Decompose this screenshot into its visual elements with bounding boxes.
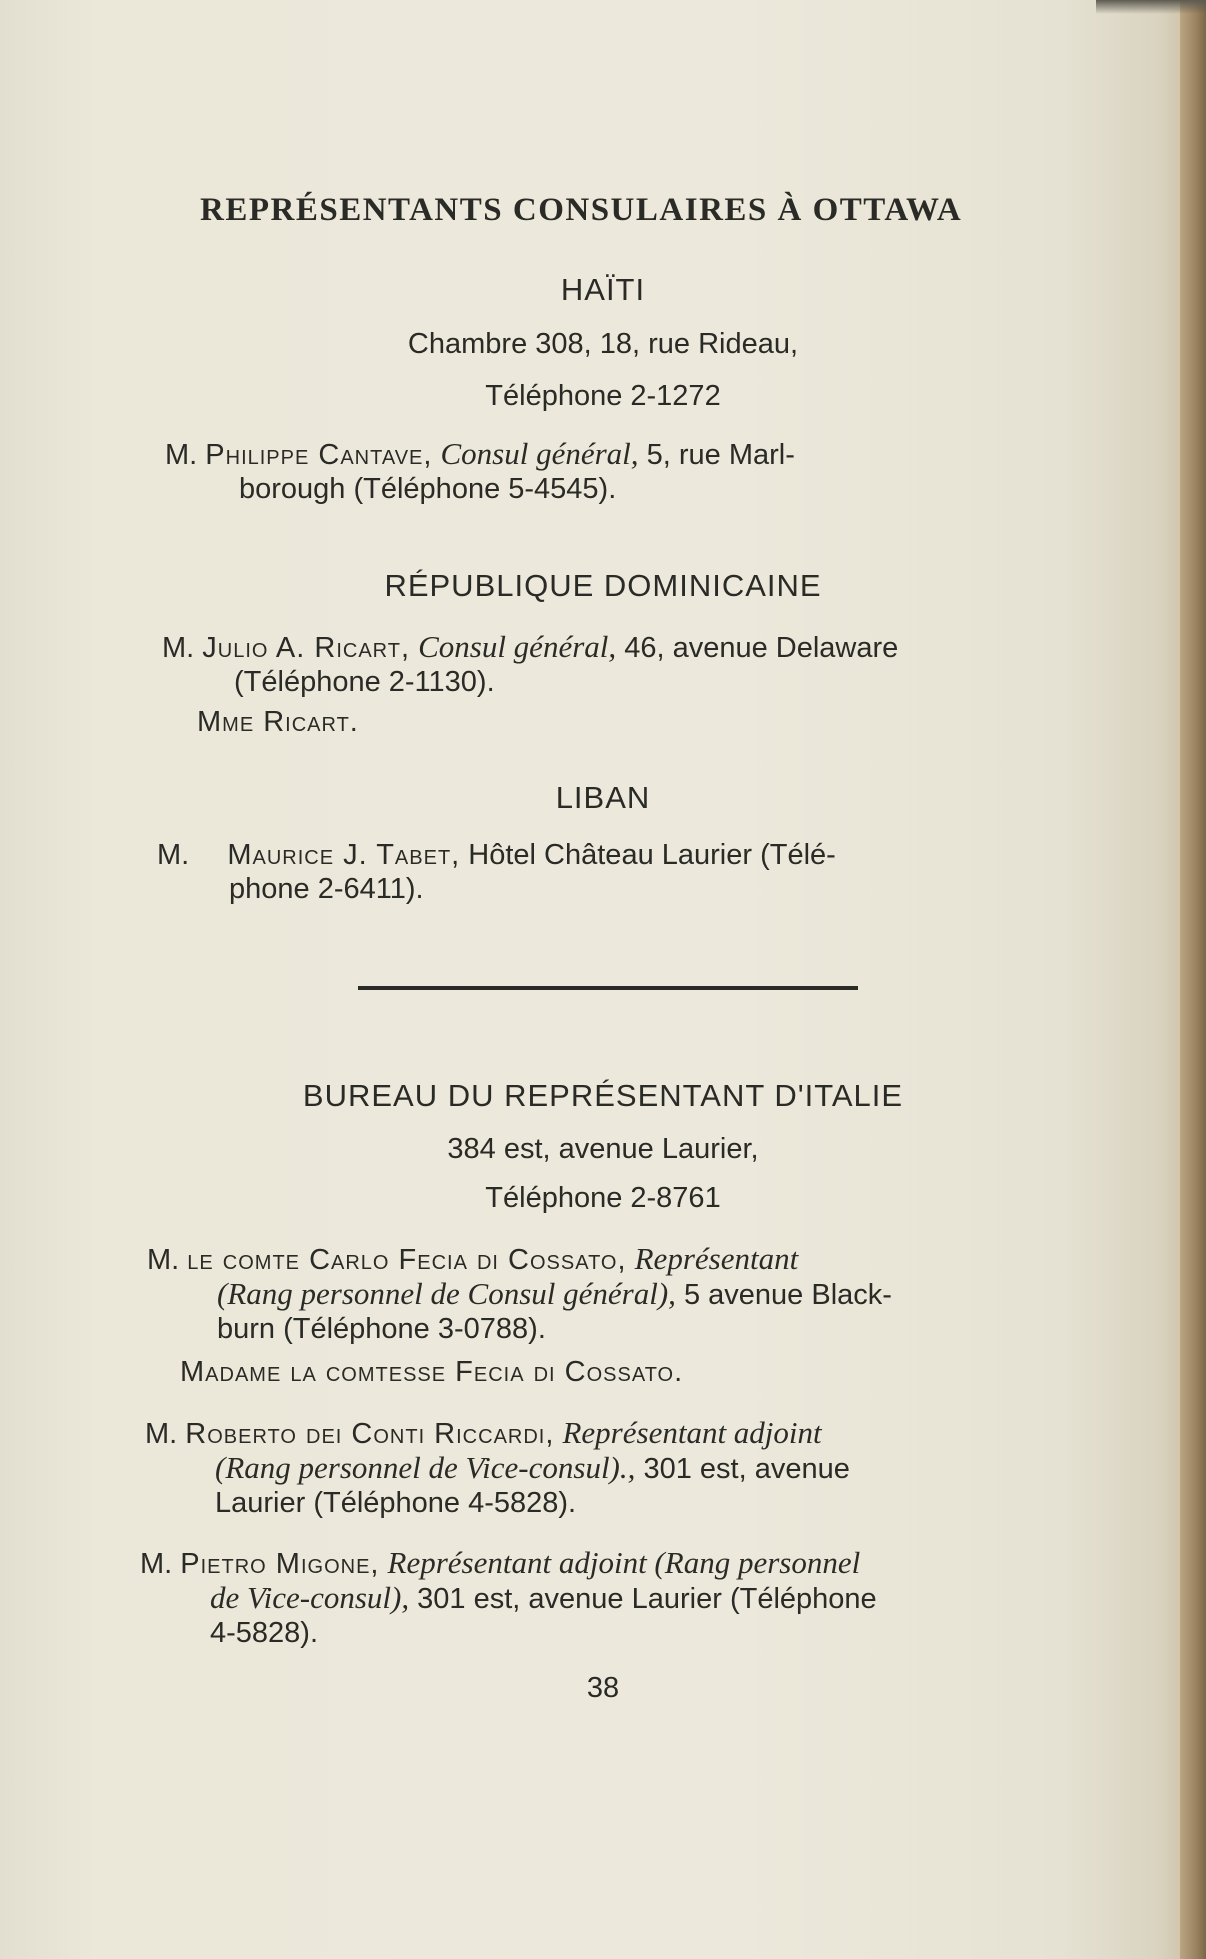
section-heading-liban: LIBAN: [555, 780, 651, 815]
entry-text: 301 est, avenue Laurier (Téléphone: [417, 1583, 877, 1615]
entry-name: Maurice J. Tabet,: [227, 839, 461, 871]
entry-text: 46, avenue Delaware: [624, 632, 899, 664]
italie-entry-3: [140, 1546, 1082, 1650]
entry-role: Représentant: [634, 1241, 799, 1276]
haiti-phone: Téléphone 2-1272: [485, 380, 721, 412]
section-heading-italie: BUREAU DU REPRÉSENTANT D'ITALIE: [302, 1078, 904, 1113]
entry-text: Hôtel Château Laurier (Télé-: [468, 839, 836, 871]
entry-prefix: M.: [165, 439, 198, 471]
dominicaine-spouse: Mme Ricart.: [197, 706, 359, 738]
page-title: REPRÉSENTANTS CONSULAIRES À OTTAWA: [200, 192, 963, 228]
entry-role-detail: de Vice-consul),: [210, 1580, 410, 1615]
italie-address: 384 est, avenue Laurier,: [447, 1133, 759, 1165]
entry-text: 5, rue Marl-: [646, 439, 795, 471]
entry-prefix: M.: [145, 1418, 178, 1450]
entry-role: Consul général,: [418, 629, 617, 664]
entry-line-3: 4-5828).: [210, 1617, 319, 1649]
entry-prefix: M.: [162, 632, 195, 664]
entry-line-2: [140, 1581, 1082, 1616]
italie-phone: Téléphone 2-8761: [485, 1182, 721, 1214]
entry-name: Roberto dei Conti Riccardi,: [185, 1418, 555, 1450]
entry-prefix: M.: [157, 839, 190, 871]
entry-line-2: borough (Téléphone 5-4545).: [239, 473, 617, 505]
entry-role: Représentant adjoint: [562, 1415, 822, 1450]
entry-name: Julio A. Ricart,: [202, 632, 411, 664]
entry-role: Consul général,: [440, 436, 639, 471]
section-heading-dominicaine: RÉPUBLIQUE DOMINICAINE: [384, 568, 822, 603]
page-number: 38: [586, 1672, 620, 1704]
entry-role: Représentant adjoint (Rang personnel: [387, 1545, 861, 1580]
entry-line-3: Laurier (Téléphone 4-5828).: [215, 1487, 577, 1519]
entry-name: Philippe Cantave,: [205, 439, 433, 471]
entry-line-3: burn (Téléphone 3-0788).: [217, 1313, 546, 1345]
haiti-entry: [165, 437, 1085, 506]
entry-prefix: M.: [147, 1244, 180, 1276]
haiti-address: Chambre 308, 18, rue Rideau,: [407, 328, 799, 360]
entry-role-detail: (Rang personnel de Consul général),: [217, 1276, 676, 1311]
entry-name: Pietro Migone,: [180, 1548, 380, 1580]
entry-line-2: phone 2-6411).: [229, 873, 424, 905]
entry-prefix: M.: [140, 1548, 173, 1580]
section-heading-haiti: HAÏTI: [560, 272, 646, 307]
liban-entry: [157, 838, 1082, 906]
entry-role-detail: (Rang personnel de Vice-consul).,: [215, 1450, 636, 1485]
entry-line-2: [145, 1451, 1082, 1486]
entry-text: 5 avenue Black-: [683, 1279, 892, 1311]
italie-spouse: Madame la comtesse Fecia di Cossato.: [180, 1356, 684, 1388]
page-shadow: [1096, 0, 1206, 14]
entry-line-2: (Téléphone 2-1130).: [234, 666, 495, 698]
dominicaine-entry: [162, 630, 1082, 699]
entry-line-2: [147, 1277, 1082, 1312]
italie-entry-1: [147, 1242, 1082, 1346]
section-divider: [358, 986, 858, 990]
entry-name: le comte Carlo Fecia di Cossato,: [187, 1244, 627, 1276]
italie-entry-2: [145, 1416, 1082, 1520]
entry-text: 301 est, avenue: [643, 1453, 850, 1485]
